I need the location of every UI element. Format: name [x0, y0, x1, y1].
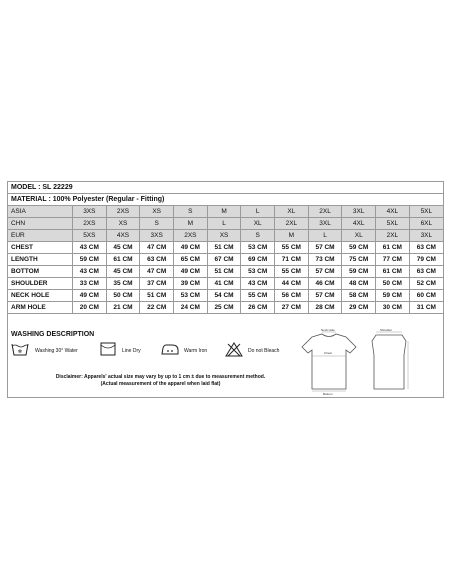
size-eur-cell: 5XS [73, 230, 107, 242]
measure-shoulder-label: SHOULDER [8, 278, 73, 290]
front-tshirt-diagram [298, 328, 360, 396]
measure-bottom-cell: 59 CM [342, 266, 376, 278]
do-not-bleach-symbol [225, 342, 295, 358]
model-row: MODEL : SL 22229 [8, 182, 443, 194]
measure-arm-hole-row [8, 302, 443, 314]
front-tshirt-icon [298, 331, 360, 395]
size-chn-row [8, 218, 443, 230]
measure-length-cell: 79 CM [409, 254, 443, 266]
measure-bottom-label: BOTTOM [8, 266, 73, 278]
measure-shoulder-cell: 39 CM [174, 278, 208, 290]
washing-section [8, 327, 443, 397]
measure-bottom-cell: 57 CM [308, 266, 342, 278]
size-chn-cell: XL [241, 218, 275, 230]
measure-length-cell: 71 CM [275, 254, 309, 266]
measure-neck-hole-cell: 58 CM [342, 290, 376, 302]
measure-shoulder-cell: 44 CM [275, 278, 309, 290]
measure-bottom-cell: 63 CM [409, 266, 443, 278]
size-asia-cell: 4XL [376, 206, 410, 218]
size-eur-label: EUR [8, 230, 73, 242]
measure-neck-hole-cell: 56 CM [275, 290, 309, 302]
measure-bottom-cell: 43 CM [73, 266, 107, 278]
size-chn-label: CHN [8, 218, 73, 230]
size-eur-cell: 3XL [409, 230, 443, 242]
measure-shoulder-cell: 50 CM [376, 278, 410, 290]
measure-chest-cell: 45 CM [106, 242, 140, 254]
size-chn-cell: 4XL [342, 218, 376, 230]
measure-chest-cell: 51 CM [207, 242, 241, 254]
size-chn-cell: 3XL [308, 218, 342, 230]
measure-shoulder-cell: 37 CM [140, 278, 174, 290]
size-chn-cell: XS [106, 218, 140, 230]
measure-length-cell: 69 CM [241, 254, 275, 266]
do-not-bleach-icon [225, 342, 243, 357]
do-not-bleach-label: Do not Bleach [248, 348, 280, 354]
measure-length-row [8, 254, 443, 266]
measure-arm-hole-label: ARM HOLE [8, 302, 73, 314]
size-eur-cell: 2XL [376, 230, 410, 242]
measure-arm-hole-cell: 20 CM [73, 302, 107, 314]
measure-neck-hole-cell: 59 CM [376, 290, 410, 302]
measure-chest-cell: 53 CM [241, 242, 275, 254]
disclaimer-line-2: (Actual measurement of the apparel when laid flat) [100, 381, 221, 387]
measure-shoulder-cell: 46 CM [308, 278, 342, 290]
measure-length-cell: 67 CM [207, 254, 241, 266]
measure-neck-hole-label: NECK HOLE [8, 290, 73, 302]
size-chn-cell: 6XL [409, 218, 443, 230]
measure-bottom-cell: 45 CM [106, 266, 140, 278]
measure-chest-row [8, 242, 443, 254]
size-asia-cell: XS [140, 206, 174, 218]
size-asia-cell: XL [275, 206, 309, 218]
measure-arm-hole-cell: 27 CM [275, 302, 309, 314]
shoulder-caption: Shoulder [380, 328, 393, 332]
measure-arm-hole-cell: 26 CM [241, 302, 275, 314]
measure-chest-cell: 43 CM [73, 242, 107, 254]
size-asia-cell: 2XS [106, 206, 140, 218]
measure-chest-cell: 63 CM [409, 242, 443, 254]
measure-arm-hole-cell: 31 CM [409, 302, 443, 314]
measure-arm-hole-cell: 28 CM [308, 302, 342, 314]
measure-arm-hole-cell: 24 CM [174, 302, 208, 314]
measure-shoulder-cell: 48 CM [342, 278, 376, 290]
measure-bottom-cell: 53 CM [241, 266, 275, 278]
size-chn-cell: 5XL [376, 218, 410, 230]
washing-title: WASHING DESCRIPTION [11, 331, 95, 338]
size-asia-row [8, 206, 443, 218]
measure-length-label: LENGTH [8, 254, 73, 266]
measure-chest-cell: 61 CM [376, 242, 410, 254]
size-eur-cell: L [308, 230, 342, 242]
measure-length-cell: 75 CM [342, 254, 376, 266]
measure-arm-hole-cell: 25 CM [207, 302, 241, 314]
measure-neck-hole-cell: 55 CM [241, 290, 275, 302]
measure-length-cell: 61 CM [106, 254, 140, 266]
measure-length-cell: 77 CM [376, 254, 410, 266]
bottom-caption: Bottom [323, 392, 333, 396]
measure-arm-hole-cell: 21 CM [106, 302, 140, 314]
measure-neck-hole-cell: 54 CM [207, 290, 241, 302]
size-eur-cell: XS [207, 230, 241, 242]
measure-neck-hole-cell: 51 CM [140, 290, 174, 302]
size-asia-cell: M [207, 206, 241, 218]
size-eur-cell: 3XS [140, 230, 174, 242]
size-chn-cell: S [140, 218, 174, 230]
size-eur-cell: 2XS [174, 230, 208, 242]
measure-bottom-cell: 61 CM [376, 266, 410, 278]
size-asia-label: ASIA [8, 206, 73, 218]
warm-iron-label: Warm Iron [184, 348, 208, 354]
measure-chest-cell: 59 CM [342, 242, 376, 254]
size-eur-row [8, 230, 443, 242]
measure-shoulder-cell: 35 CM [106, 278, 140, 290]
measure-shoulder-cell: 43 CM [241, 278, 275, 290]
size-chn-cell: 2XS [73, 218, 107, 230]
wash-30-icon [11, 342, 29, 356]
measure-bottom-row [8, 266, 443, 278]
measure-shoulder-cell: 41 CM [207, 278, 241, 290]
measure-bottom-cell: 51 CM [207, 266, 241, 278]
measure-chest-cell: 57 CM [308, 242, 342, 254]
measure-shoulder-cell: 33 CM [73, 278, 107, 290]
measure-arm-hole-cell: 29 CM [342, 302, 376, 314]
measure-bottom-cell: 49 CM [174, 266, 208, 278]
size-asia-cell: 2XL [308, 206, 342, 218]
size-asia-cell: L [241, 206, 275, 218]
measure-chest-label: CHEST [8, 242, 73, 254]
measure-neck-hole-cell: 53 CM [174, 290, 208, 302]
line-dry-icon [100, 342, 116, 356]
measure-length-cell: 59 CM [73, 254, 107, 266]
washing-symbol [11, 342, 91, 358]
line-dry-label: Line Dry [122, 348, 141, 354]
size-chn-cell: 2XL [275, 218, 309, 230]
warm-iron-symbol [160, 342, 220, 358]
measure-neck-hole-cell: 50 CM [106, 290, 140, 302]
back-tshirt-diagram [366, 328, 412, 395]
size-asia-cell: S [174, 206, 208, 218]
size-asia-cell: 3XL [342, 206, 376, 218]
svg-text:✻: ✻ [17, 349, 23, 355]
measure-arm-hole-cell: 30 CM [376, 302, 410, 314]
chest-caption: Chest [324, 351, 332, 355]
measure-bottom-cell: 47 CM [140, 266, 174, 278]
measure-chest-cell: 55 CM [275, 242, 309, 254]
measure-length-cell: 65 CM [174, 254, 208, 266]
measure-bottom-cell: 55 CM [275, 266, 309, 278]
measure-neck-hole-cell: 57 CM [308, 290, 342, 302]
size-chart-sheet [7, 181, 444, 398]
size-eur-cell: S [241, 230, 275, 242]
measure-chest-cell: 47 CM [140, 242, 174, 254]
measure-arm-hole-cell: 22 CM [140, 302, 174, 314]
size-table [8, 206, 443, 314]
wash-label: Washing 30° Water [35, 348, 78, 354]
measure-shoulder-cell: 52 CM [409, 278, 443, 290]
disclaimer-line-1: Disclaimer: Apparels' actual size may vary by up to 1 cm ± due to measurement method. [55, 374, 266, 380]
size-asia-cell: 5XL [409, 206, 443, 218]
measure-chest-cell: 49 CM [174, 242, 208, 254]
side-tshirt-icon [366, 331, 412, 395]
measure-neck-hole-cell: 60 CM [409, 290, 443, 302]
size-eur-cell: 4XS [106, 230, 140, 242]
size-chn-cell: L [207, 218, 241, 230]
measure-length-cell: 73 CM [308, 254, 342, 266]
size-asia-cell: 3XS [73, 206, 107, 218]
size-eur-cell: XL [342, 230, 376, 242]
line-dry-symbol [100, 342, 150, 358]
warm-iron-icon [160, 342, 180, 356]
measure-neck-hole-row [8, 290, 443, 302]
neck-hole-caption: Neck Hole [321, 328, 335, 332]
measure-neck-hole-cell: 49 CM [73, 290, 107, 302]
measure-shoulder-row [8, 278, 443, 290]
size-eur-cell: M [275, 230, 309, 242]
material-row: MATERIAL : 100% Polyester (Regular - Fitting) [8, 194, 443, 206]
measure-length-cell: 63 CM [140, 254, 174, 266]
size-chn-cell: M [174, 218, 208, 230]
